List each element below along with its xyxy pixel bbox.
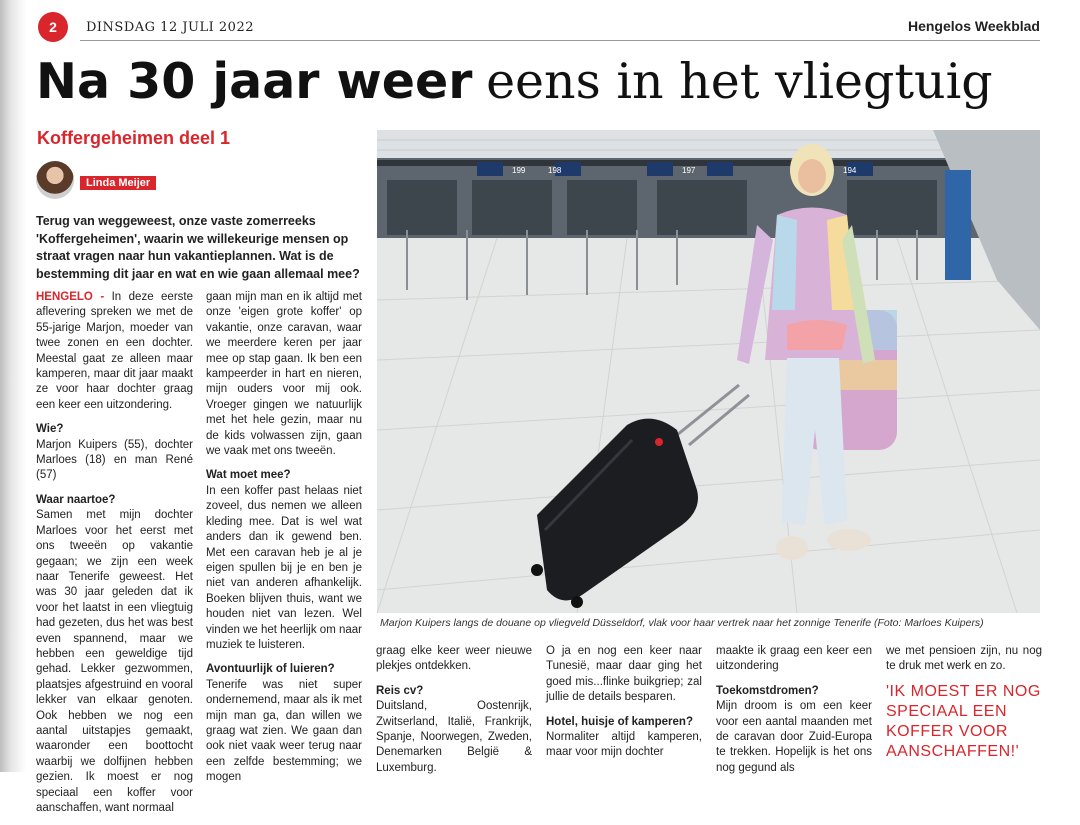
header-rule bbox=[80, 40, 1040, 41]
pull-quote: 'IK MOEST ER NOG SPECIAAL EEN KOFFER VOOR AANSCHAFFEN!' bbox=[886, 683, 1041, 760]
page-gutter-shadow bbox=[0, 0, 26, 772]
info-pillar bbox=[945, 170, 971, 280]
photo-caption: Marjon Kuipers langs de douane op vliegveld Düsseldorf, vlak voor haar vertrek naar het zonnige Tenerife (Foto: Marloes Kuipers) bbox=[380, 617, 984, 629]
article-photo bbox=[377, 130, 1040, 613]
gate-sign bbox=[647, 162, 673, 176]
paragraph: maakte ik graag een keer een uitzondering bbox=[716, 645, 872, 673]
gate-number: 198 bbox=[548, 166, 562, 175]
paragraph: Duitsland, Oostenrijk, Zwitserland, Italië, Frankrijk, Spanje, Noorwegen, Zweden, Denemarken België & Luxemburg. bbox=[376, 700, 532, 774]
airport-photo-illustration bbox=[377, 130, 1040, 613]
paragraph: Tenerife was niet super ondernemend, maar als ik met mijn man ga, dan willen we graag wat zien. We gaan dan ook niet vaak weer terug naar een zelfde bestemming; we mogen bbox=[206, 678, 362, 784]
subheading-hotel: Hotel, huisje of kamperen? bbox=[546, 715, 693, 728]
gate-number: 194 bbox=[843, 166, 857, 175]
paragraph: Mijn droom is om een keer voor een aantal maanden met de caravan door Zuid-Europa te trekken. Hopelijk is het ons nog gegund als bbox=[716, 700, 872, 774]
gate-number: 197 bbox=[682, 166, 696, 175]
publication-name: Hengelos Weekblad bbox=[907, 18, 1040, 34]
author-avatar bbox=[36, 161, 74, 199]
author-name: Linda Meijer bbox=[80, 176, 156, 190]
article-column-1 bbox=[36, 290, 193, 825]
paragraph: Marjon Kuipers (55), dochter Marloes (18) en man René (57) bbox=[36, 438, 193, 482]
paragraph: Normaliter altijd kamperen, maar voor mijn dochter bbox=[546, 731, 702, 759]
headline-regular: eens in het vliegtuig bbox=[486, 53, 993, 110]
paragraph bbox=[36, 290, 193, 413]
gate-sign bbox=[477, 162, 503, 176]
paragraph: Samen met mijn dochter Marloes voor het eerst met ons tweeën op vakantie gegaan; we zijn een week naar Tenerife geweest. Het was 30 jaar geleden dat ik voor het laatst in een vliegtuig had gezeten, dus het was best even spannend, maar we hebben een geweldige tijd gehad. Lekker gezwommen, plaatsjes afgestruind en vooral lekker van elkaar genoten. Ook hebben we nog een aantal uitstapjes gemaakt, waaronder een boottocht waarbij we dolfijnen hebben gezien. Ik moest er nog speciaal een koffer voor aanschaffen, want normaal bbox=[36, 509, 193, 814]
paragraph-text: In deze eerste aflevering spreken we met de 55-jarige Marjon, moeder van twee zonen en een dochter. Meestal gaat ze alleen maar kamperen, maar dit jaar maakt ze voor haar dochter graag een keer een uitzondering. bbox=[36, 291, 193, 411]
gate-sign bbox=[707, 162, 733, 176]
subheading-waar: Waar naartoe? bbox=[36, 493, 116, 506]
subheading-reis: Reis cv? bbox=[376, 684, 424, 697]
intro-lead: Terug van weggeweest, onze vaste zomerreeks 'Koffergeheimen', waarin we willekeurige mensen op straat vragen naar hun vakantieplannen. Wat is de bestemming dit jaar en wat en wie gaan allemaal mee? bbox=[36, 214, 360, 281]
article-column-6 bbox=[886, 644, 1042, 684]
subheading-wie: Wie? bbox=[36, 423, 64, 436]
paragraph: gaan mijn man en ik altijd met onze 'eigen grote koffer' op vakantie, onze caravan, waar we meerdere keren per jaar mee op stap gaan. Ik ben een kampeerder in hart en nieren, mijn ouders voor mij ook. Vroeger gingen we natuurlijk met het hele gezin, maar nu de kids volwassen zijn, gaan we vaak met ons tweeën. bbox=[206, 291, 362, 458]
page-number-badge: 2 bbox=[38, 12, 68, 42]
article-column-2 bbox=[206, 290, 362, 795]
article-column-3 bbox=[376, 644, 532, 785]
subheading-mee: Wat moet mee? bbox=[206, 469, 291, 482]
article-column-4 bbox=[546, 644, 702, 770]
paragraph: In een koffer past helaas niet zoveel, dus nemen we alleen kleding mee. Dat is wel wat anders dan ik gewend ben. Met een caravan heb je al je eigen spullen bij je en ben je niet van anderen afhankelijk. Boeken blijven thuis, want we houden niet van lezen. Wel vinden we het heerlijk om naar muziek te luisteren. bbox=[206, 484, 362, 651]
article-column-5 bbox=[716, 644, 872, 785]
dateline-city: HENGELO - bbox=[36, 291, 105, 303]
subheading-toekomst: Toekomstdromen? bbox=[716, 684, 819, 697]
series-kicker: Koffergeheimen deel 1 bbox=[37, 128, 231, 148]
paragraph: graag elke keer weer nieuwe plekjes ontdekken. bbox=[376, 645, 532, 673]
gate-number: 199 bbox=[512, 166, 526, 175]
headline-bold: Na 30 jaar weer bbox=[36, 53, 473, 110]
dateline: DINSDAG 12 JULI 2022 bbox=[86, 20, 254, 35]
headline bbox=[36, 52, 993, 112]
paragraph: O ja en nog een keer naar Tunesië, maar daar ging het goed mis...flinke buikgriep; zal jullie de details besparen. bbox=[546, 645, 702, 704]
paragraph: we met pensioen zijn, nu nog te druk met werk en zo. bbox=[886, 645, 1042, 673]
subheading-avontuur: Avontuurlijk of luieren? bbox=[206, 663, 335, 676]
